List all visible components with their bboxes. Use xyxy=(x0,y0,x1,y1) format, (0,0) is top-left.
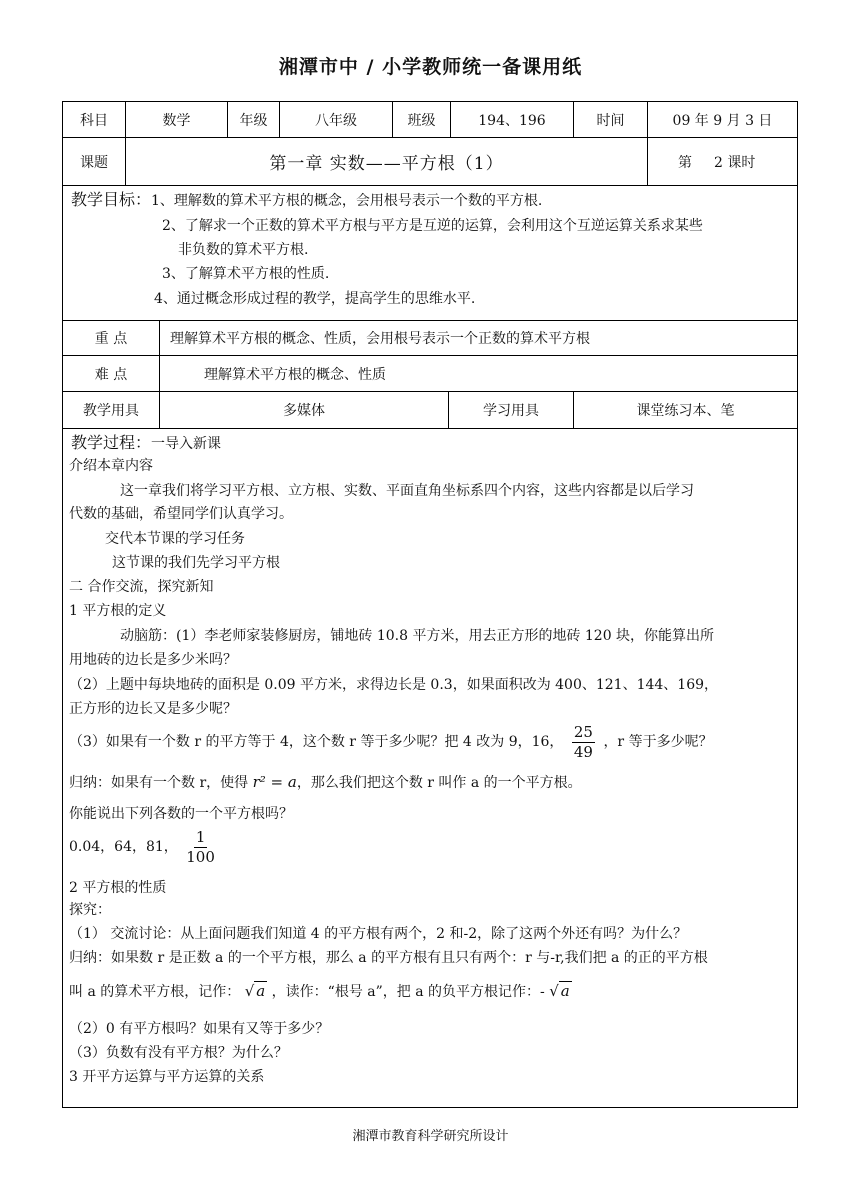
intro-paragraph-1: 这一章我们将学习平方根、立方根、实数、平面直角坐标系四个内容，这些内容都是以后学习 xyxy=(120,483,694,499)
summary-1 xyxy=(69,772,582,793)
radical-sign-icon: √ xyxy=(549,982,559,1000)
process-line-1 xyxy=(71,433,221,454)
grade-value: 八年级 xyxy=(279,102,392,137)
page-title: 湘潭市中 / 小学教师统一备课用纸 xyxy=(278,56,583,78)
intro-paragraph-2: 代数的基础，希望同学们认真学习。 xyxy=(69,506,293,522)
difficulty-row xyxy=(63,356,797,392)
fraction-denominator: 49 xyxy=(573,742,593,761)
subject-label: 科目 xyxy=(80,112,108,129)
step-1: 一导入新课 xyxy=(151,436,222,452)
definition-title: 1 平方根的定义 xyxy=(69,603,167,619)
sqrt-a-negative xyxy=(549,981,572,1000)
explore-2: （2）0 有平方根吗？如果有又等于多少？ xyxy=(69,1021,330,1037)
intro-title: 介绍本章内容 xyxy=(69,458,153,474)
radicand: a xyxy=(560,982,570,1000)
fraction-25-49 xyxy=(572,723,595,762)
learning-tools-value: 课堂练习本、笔 xyxy=(573,392,797,428)
tools-row xyxy=(63,392,797,429)
ask-text: 你能说出下列各数的一个平方根吗？ xyxy=(69,806,293,822)
goal-3: 3、了解算术平方根的性质. xyxy=(162,266,330,282)
task-text: 交代本节课的学习任务 xyxy=(105,531,245,547)
period-cell xyxy=(647,138,797,185)
class-value: 194、196 xyxy=(450,102,573,137)
explore-1-summary-2 xyxy=(69,976,572,1007)
explore-1-summary-1: 归纳：如果数 r 是正数 a 的一个平方根，那么 a 的平方根有且只有两个：r 与-r,我们把 a 的正的平方根 xyxy=(69,950,708,966)
explore-label: 探究： xyxy=(69,902,111,918)
topic-label: 课题 xyxy=(80,154,108,171)
goal-2: 2、了解求一个正数的算术平方根与平方是互逆的运算，会利用这个互逆运算关系求某些 xyxy=(162,218,703,234)
period-prefix: 第 xyxy=(678,154,692,171)
period-value: 2 课时 xyxy=(714,154,756,171)
difficulty-value: 理解算术平方根的概念、性质 xyxy=(159,356,797,391)
question-1a: 动脑筋：(1）李老师家装修厨房，铺地砖 10.8 平方米，用去正方形的地砖 120 块，你能算出所 xyxy=(120,628,715,644)
teaching-tools-value: 多媒体 xyxy=(159,392,448,428)
learning-tools-label: 学习用具 xyxy=(448,392,573,428)
key-point-label: 重 点 xyxy=(94,331,128,347)
fraction-numerator: 25 xyxy=(573,722,593,741)
summary-2-text: 叫 a 的算术平方根，记作： xyxy=(69,984,241,1000)
topic-value: 第一章 实数——平方根（1） xyxy=(125,138,647,185)
radicand: a xyxy=(256,982,266,1000)
property-title: 2 平方根的性质 xyxy=(69,880,167,896)
goals-line-1 xyxy=(71,190,542,211)
fraction-1-100 xyxy=(186,828,215,867)
subject-value: 数学 xyxy=(125,102,227,137)
question-3-tail: ，r 等于多少呢？ xyxy=(603,734,713,750)
question-3-text: （3）如果有一个数 r 的平方等于 4，这个数 r 等于多少呢？把 4 改为 9，16， xyxy=(69,734,564,750)
time-value: 09 年 9 月 3 日 xyxy=(647,102,797,137)
goal-2-cont: 非负数的算术平方根. xyxy=(178,242,309,258)
goal-1: 1、理解数的算术平方根的概念，会用根号表示一个数的平方根. xyxy=(151,193,543,209)
question-2a: （2）上题中每块地砖的面积是 0.09 平方米，求得边长是 0.3，如果面积改为 400、121、144、169， xyxy=(69,677,719,693)
process-heading: 教学过程： xyxy=(71,433,152,452)
question-2b: 正方形的边长又是多少呢？ xyxy=(69,701,237,717)
equation-r-squared: r² = a xyxy=(252,773,297,791)
time-label: 时间 xyxy=(573,102,647,137)
relation-title: 3 开平方运算与平方运算的关系 xyxy=(69,1069,265,1085)
summary-2-middle: ，读作：“根号 a”，把 a 的负平方根记作：- xyxy=(271,984,550,1000)
radical-sign-icon: √ xyxy=(244,982,255,1000)
key-point-row xyxy=(63,321,797,356)
summary-1-text: 归纳：如果有一个数 r，使得 xyxy=(69,775,253,791)
number-list xyxy=(69,827,219,867)
footer: 湘潭市教育科学研究所设计 xyxy=(352,1129,509,1144)
goals-section xyxy=(63,186,797,321)
sqrt-a xyxy=(245,981,268,1000)
explore-1: （1） 交流讨论：从上面问题我们知道 4 的平方根有两个，2 和-2，除了这两个外还有吗？为什么？ xyxy=(69,926,688,942)
goal-4: 4、通过概念形成过程的教学，提高学生的思维水平. xyxy=(154,291,476,307)
number-list-text: 0.04，64，81， xyxy=(69,839,178,855)
task-text-2: 这节课的我们先学习平方根 xyxy=(112,555,280,571)
process-section xyxy=(63,429,797,1107)
lesson-plan-table xyxy=(62,101,798,1108)
key-point-value: 理解算术平方根的概念、性质，会用根号表示一个正数的算术平方根 xyxy=(159,321,797,355)
question-1b: 用地砖的边长是多少米吗？ xyxy=(69,652,237,668)
step-2: 二 合作交流，探究新知 xyxy=(69,579,214,595)
summary-1-tail: ，那么我们把这个数 r 叫作 a 的一个平方根。 xyxy=(296,775,582,791)
class-label: 班级 xyxy=(392,102,450,137)
fraction-numerator: 1 xyxy=(195,827,206,846)
teaching-tools-label: 教学用具 xyxy=(83,403,139,419)
fraction-denominator: 100 xyxy=(186,847,215,866)
info-row xyxy=(63,102,797,138)
explore-3: （3）负数有没有平方根？为什么？ xyxy=(69,1045,288,1061)
goals-heading: 教学目标： xyxy=(71,190,152,209)
grade-label: 年级 xyxy=(227,102,279,137)
question-3 xyxy=(69,722,713,762)
difficulty-label: 难 点 xyxy=(94,366,128,383)
topic-row xyxy=(63,138,797,186)
